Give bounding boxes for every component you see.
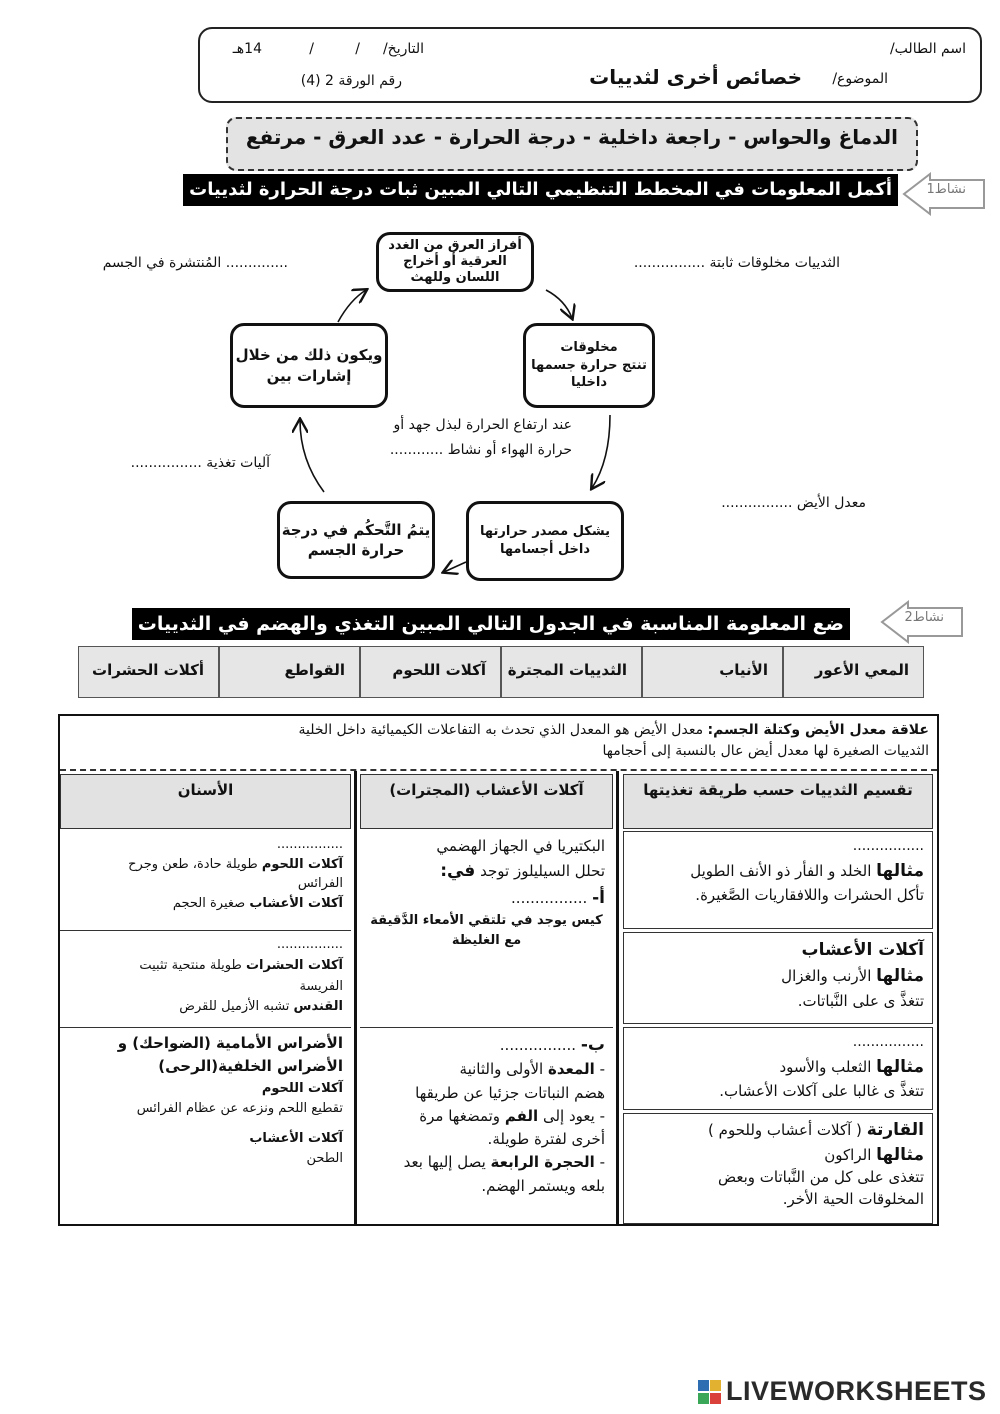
molars-title: الأضراس الخلفية(الرحى)	[158, 1057, 343, 1076]
column-divider	[354, 771, 357, 1224]
cell-incisors	[60, 931, 351, 1026]
column-divider	[616, 771, 619, 1224]
blank: ................	[511, 888, 588, 907]
text-line: الأولى والثانية	[459, 1060, 544, 1079]
text-line: وتمضغها مرة	[419, 1106, 501, 1125]
example-desc: تتغذَّ ى على النَّباتات.	[797, 991, 924, 1010]
intro-row	[60, 716, 937, 771]
text-line: الطحن	[306, 1150, 343, 1166]
tab-caecum[interactable]	[783, 646, 924, 698]
box-text: أفراز العرق من الغدد	[388, 237, 522, 253]
middle-text-line1: عند ارتفاع الحرارة لبذل جهد أو	[393, 417, 572, 433]
box-text: تنتج حرارة جسمها	[531, 357, 647, 373]
blank-constant-temp: الثدييات مخلوقات ثابتة ................	[633, 255, 840, 271]
cell-carnivores	[623, 1027, 933, 1110]
activity1-tag-label: نشاط1	[926, 182, 966, 197]
word-bank-text: الدماغ والحواس - راجعة داخلية - درجة الحرارة - عدد العرق - مرتفع	[245, 125, 898, 149]
box-text: يشكل مصدر حرارتها	[480, 524, 610, 540]
blank-feeding-mechanisms: آليات تغذية ................	[130, 455, 270, 471]
text-line: تحلل السيليلوز توجد	[480, 862, 605, 881]
molars-title: الأضراس الأمامية (الضواحك) و	[117, 1034, 343, 1052]
tab-insectivores[interactable]	[78, 646, 219, 698]
text-bold: الحجرة الرابعة	[490, 1153, 595, 1172]
tab-ruminants[interactable]	[501, 646, 642, 698]
example-text: الأرنب والغزال	[781, 967, 872, 986]
blank: ................	[852, 838, 924, 854]
cell-ruminant-stomach	[360, 1028, 613, 1224]
date-slash: /	[309, 41, 314, 57]
example-label: مثالها	[876, 966, 924, 987]
text-line: طويلة منتحية تثبيت	[139, 957, 242, 973]
sheet-number: رقم الورقة 2 (4)	[300, 73, 402, 89]
activity2-tag	[878, 600, 962, 640]
text-line: يصل إليها بعد	[403, 1153, 486, 1172]
text-bold: القندس	[293, 999, 343, 1015]
text-bold: الفم	[504, 1106, 539, 1125]
example-desc: تتغذى على كل من النَّباتات وبعض	[717, 1168, 924, 1187]
text-bold: المعدة	[547, 1060, 595, 1079]
caecum-desc: كيس يوجد في تلتقي الأمعاء الدَّقيقة	[370, 912, 603, 928]
text-bold: في:	[440, 861, 476, 882]
intro-bold: علاقة معدل الأيض وكتلة الجسم:	[707, 722, 929, 738]
box-text: يتمُ التَّحكُم في درجة	[281, 520, 431, 539]
cell-omnivores	[623, 1113, 933, 1224]
box-text: داخليا	[571, 375, 607, 391]
tab-canines[interactable]	[642, 646, 783, 698]
intro-text: معدل الأيض هو المعدل الذي تحدث به التفاعلات الكيميائية داخل الخلية	[298, 722, 704, 738]
blank: ................	[276, 837, 343, 852]
blank-metabolic-rate: معدل الأيض ................	[721, 495, 866, 511]
subject-label: الموضوع/	[832, 71, 888, 87]
omnivores-title: القارتة	[866, 1120, 924, 1140]
box-text: اللسان وللهث	[410, 270, 500, 286]
student-name-label: اسم الطالب/	[889, 41, 966, 57]
example-text: الراكون	[824, 1145, 872, 1164]
text-bold: آكلات الأعشاب	[249, 1130, 343, 1146]
item-label: أ-	[592, 887, 605, 908]
hijri-year: 14هـ	[232, 41, 262, 57]
diagram-box-source	[466, 501, 624, 581]
col-header-teeth: الأسنان	[60, 774, 351, 829]
subject-value: خصائص أخرى لثدييات	[589, 65, 802, 89]
text-line: البكتيريا في الجهاز الهضمي	[436, 837, 605, 855]
middle-text-line2: حرارة الهواء أو نشاط ............	[389, 442, 572, 458]
text-bold: آكلات الحشرات	[245, 957, 343, 973]
diagram-box-control	[277, 501, 435, 579]
digestion-table	[58, 714, 939, 1226]
tab-label: الثدييات المجترة	[507, 661, 627, 679]
blank-spread-in-body: .............. المُنتشرة في الجسم	[102, 255, 288, 271]
text-line: - يعود إلى	[542, 1106, 605, 1125]
tab-label: المعي الأعور	[814, 661, 909, 679]
date-label: التاريخ/	[382, 41, 424, 57]
cell-ruminant-bacteria	[360, 831, 613, 1026]
date-slash: /	[355, 41, 360, 57]
omnivores-desc: ( آكلات أعشاب وللحوم )	[708, 1121, 862, 1139]
box-text: حرارة الجسم	[307, 541, 405, 559]
tab-label: القواطع	[284, 661, 345, 679]
blank: ................	[852, 1034, 924, 1050]
cell-herbivores	[623, 932, 933, 1024]
tab-label: آكلات اللحوم	[392, 661, 486, 679]
blank: ................	[276, 937, 343, 952]
box-text: إشارات بين	[266, 366, 352, 385]
liveworksheets-logo	[696, 1376, 996, 1410]
text-line: بلعه ويستمر الهضم.	[481, 1176, 605, 1195]
box-text: العرقية أو أخراج	[403, 253, 507, 269]
example-label: مثالها	[876, 1056, 924, 1077]
text-bold: آكلات اللحوم	[261, 856, 343, 872]
cell-insectivores	[623, 831, 933, 929]
cell-molars	[60, 1028, 351, 1224]
dash: -	[599, 1153, 605, 1172]
tab-label: أكلات الحشرات	[92, 661, 204, 679]
tab-label: الأنياب	[719, 661, 768, 679]
tab-carnivores[interactable]	[360, 646, 501, 698]
text-line: الفرائس	[297, 876, 343, 891]
activity2-tag-label: نشاط2	[904, 610, 944, 625]
blank: ................	[499, 1036, 577, 1054]
answer-tab-row	[78, 646, 924, 698]
intro-text: الثدييات الصغيرة لها معدل أيض عال بالنسبة إلى أحجامها	[602, 743, 929, 759]
col-header-herbivores: آكلات الأعشاب (المجترات)	[360, 774, 613, 829]
example-desc: المخلوقات الحية الأخر.	[782, 1190, 924, 1209]
example-label: مثالها	[876, 860, 924, 881]
box-text: ويكون ذلك من خلال	[235, 346, 383, 365]
text-line: صغيرة الحجم	[172, 895, 246, 911]
text-bold: آكلات الأعشاب	[249, 895, 343, 911]
activity2-title: ضع المعلومة المناسبة في الجدول التالي المبين التغذي والهضم في الثدييات	[132, 608, 850, 640]
cell-canines	[60, 831, 351, 929]
example-desc: تتغذَّ ى غالبا على آكلات الأعشاب.	[719, 1082, 924, 1101]
text-line: أخرى لفترة طويلة.	[487, 1130, 605, 1149]
text-line: الفريسة	[299, 978, 343, 994]
dash: -	[599, 1060, 605, 1079]
example-desc: تأكل الحشرات واللافقاريات الصَّغيرة.	[695, 886, 924, 905]
example-text: الثعلب والأسود	[779, 1057, 872, 1076]
logo-text: LIVEWORKSHEETS	[726, 1376, 987, 1406]
diagram-box-signals	[230, 323, 388, 408]
example-label: مثالها	[876, 1144, 924, 1165]
herbivores-title: آكلات الأعشاب	[801, 940, 924, 960]
example-text: الخلد و الفأر ذو الأنف الطويل	[690, 861, 872, 880]
text-line: طويلة حادة، طعن وجرح	[128, 856, 258, 872]
activity1-title: أكمل المعلومات في المخطط التنظيمي التالي المبين ثبات درجة الحرارة لثدييات	[183, 174, 898, 206]
diagram-box-sweat	[376, 232, 534, 292]
item-label: ب-	[580, 1035, 605, 1055]
tab-incisors[interactable]	[219, 646, 360, 698]
caecum-desc: مع الغليظة	[451, 933, 522, 949]
text-line: تقطيع اللحم ونزعه عن عظام الفرائس	[136, 1100, 343, 1116]
text-line: تشبه الأزميل للقرض	[179, 999, 290, 1015]
col-header-classification: تقسيم الثدييات حسب طريقة تغذيتها	[623, 774, 933, 829]
text-line: هضم النباتات جزئيا عن طريقها	[415, 1083, 605, 1102]
box-text: مخلوقات	[560, 340, 618, 356]
text-bold: آكلات اللحوم	[261, 1080, 343, 1096]
diagram-box-endotherm	[523, 323, 655, 408]
box-text: داخل أجسامها	[499, 542, 591, 557]
